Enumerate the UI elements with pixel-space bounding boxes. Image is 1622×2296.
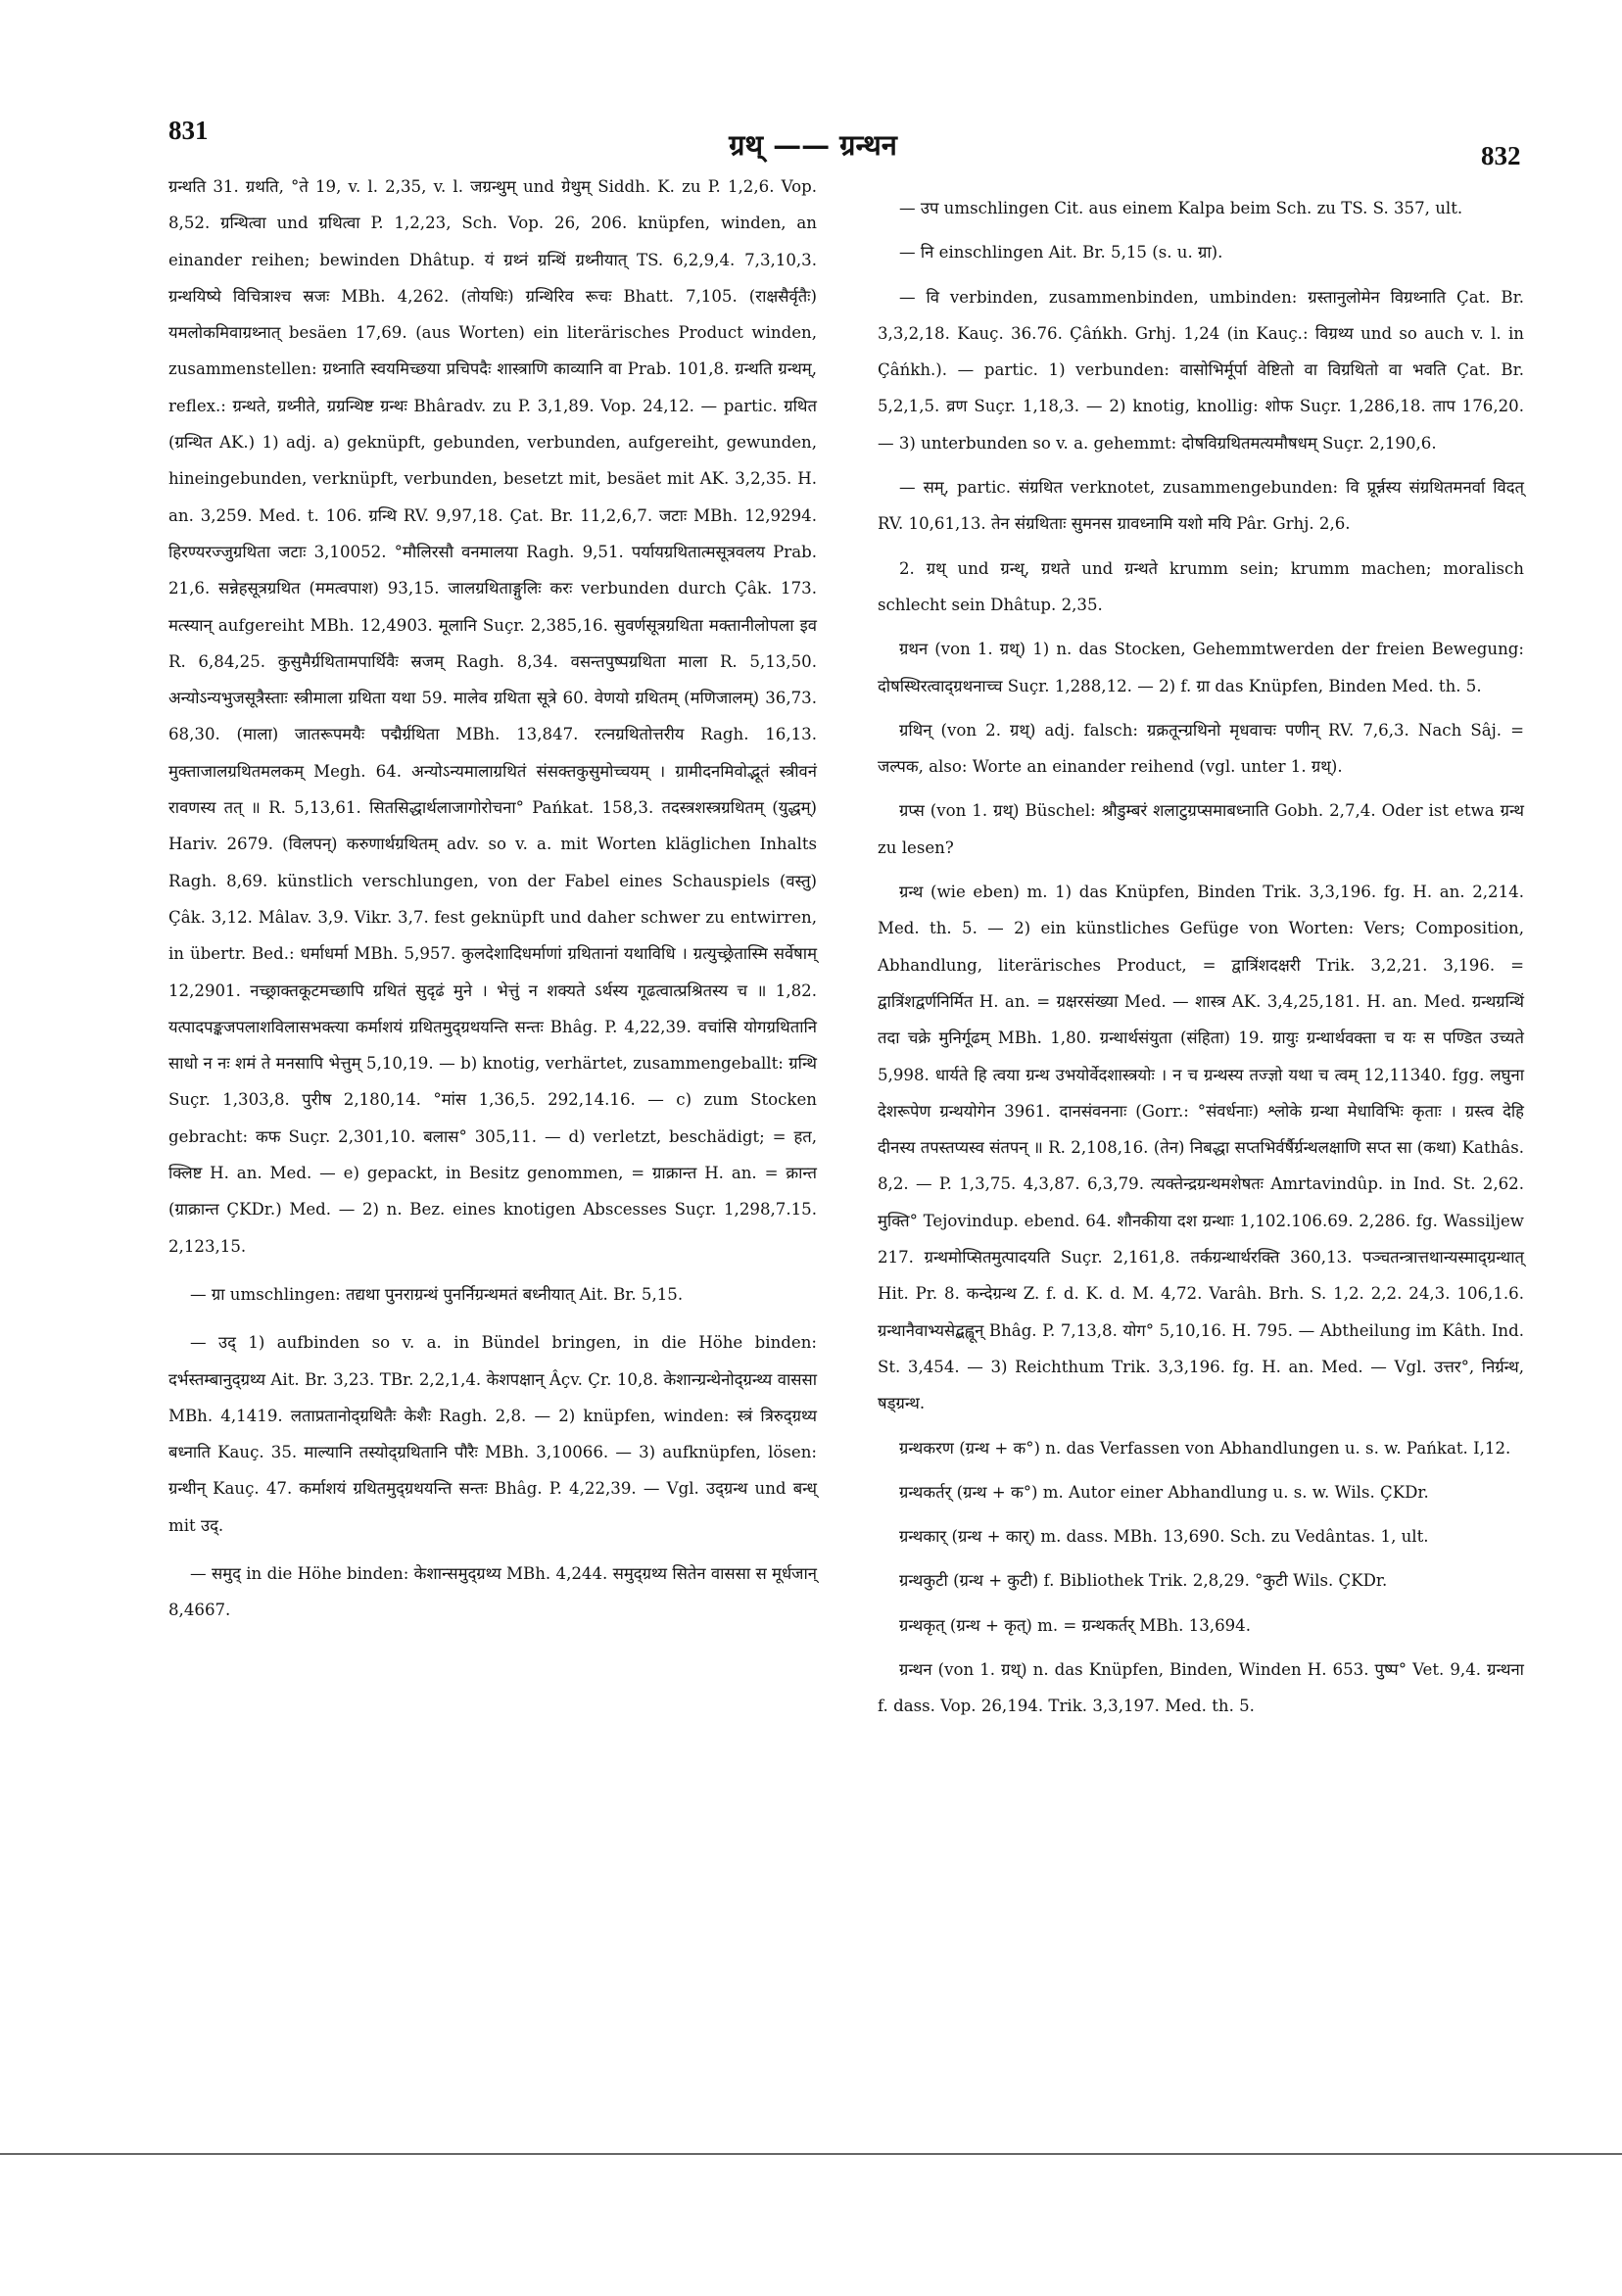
entry-paragraph: 2. ग्रथ् und ग्रन्थ्, ग्रथते und ग्रन्थते krumm sein; krumm machen; moralisch schlecht sein Dhâtup. 2,35.: [878, 558, 1524, 614]
entry-paragraph: ग्रन्थन (von 1. ग्रथ्) n. das Knüpfen, Binden, Winden H. 653. पुष्प° Vet. 9,4. ग्रन्थना f. dass. Vop. 26,194. Trik. 3,3,197. Med. th. 5.: [878, 1659, 1524, 1716]
entry-paragraph: ग्रन्थति 31. ग्रथति, °ते 19, v. l. 2,35, v. l. जग्रन्थुम् und ग्रेथुम् Siddh. K. zu P. 1,2,6. Vop. 8,52. ग्रन्थित्वा und ग्रथित्वा P. 1,2,23, Sch. Vop. 26, 206. knüpfen, winden, an einander reihen; bewinden Dhâtup. यं ग्रथ्नं ग्रन्थिं ग्रथ्नीयात् TS. 6,2,9,4. 7,3,10,3. ग्रन्थयिष्ये विचित्राश्च स्रजः MBh. 4,262. (तोयधिः) ग्रन्थिरिव रूचः Bhatt. 7,105. (राक्षसैर्वृतैः) यमलोकमिवाग्रथ्नात् besäen 17,69. (aus Worten) ein literärisches Product winden, zusammenstellen: ग्रथ्नाति स्वयमिच्छया प्रचिपदैः शास्त्राणि काव्यानि वा Prab. 101,8. ग्रन्थति ग्रन्थम्, reflex.: ग्रन्थते, ग्रथ्नीते, ग्रग्रन्थिष्ट ग्रन्थः Bhâradv. zu P. 3,1,89. Vop. 24,12. — partic. ग्रथित (ग्रन्थित AK.) 1) adj. a) geknüpft, gebunden, verbunden, aufgereiht, gewunden, hineingebunden, verknüpft, verbunden, besetzt mit, besäet mit AK. 3,2,35. H. an. 3,259. Med. t. 106. ग्रन्थि RV. 9,97,18. Çat. Br. 11,2,6,7. जटाः MBh. 12,9294. हिरण्यरज्जुग्रथिता जटाः 3,10052. °मौलिरसौ वनमालया Ragh. 9,51. पर्यायग्रथितात्मसूत्रवलय Prab. 21,6. सन्नेहसूत्रग्रथित (ममत्वपाश) 93,15. जालग्रथिताङ्गुलिः करः verbunden durch Çâk. 173. मत्स्यान् aufgereiht MBh. 12,4903. मूलानि Suçr. 2,385,16. सुवर्णसूत्रग्रथिता मक्तानीलोपला इव R. 6,84,25. कुसुमैर्ग्रथितामपार्थिवैः स्रजम् Ragh. 8,34. वसन्तपुष्पग्रथिता माला R. 5,13,50. अन्योऽन्यभुजसूत्रैस्ताः स्त्रीमाला ग्रथिता यथा 59. मालेव ग्रथिता सूत्रे 60. वेणयो ग्रथितम् (मणिजालम्) 36,73. 68,30. (माला) जातरूपमयैः पद्मैर्ग्रथिता MBh. 13,847. रत्नग्रथितोत्तरीय Ragh. 16,13. मुक्ताजालग्रथितमलकम् Megh. 64. अन्योऽन्यमालाग्रथितं संसक्तकुसुमोच्चयम् । ग्रामीदनमिवोद्भूतं स्त्रीवनं रावणस्य तत् ॥ R. 5,13,61. सितसिद्धार्थलाजागोरोचना° Pańkat. 158,3. तदस्त्रशस्त्रग्रथितम् (युद्धम्) Hariv. 2679. (विलपन्) करुणार्थग्रथितम् adv. so v. a. mit Worten kläglichen Inhalts Ragh. 8,69. künstlich verschlungen, von der Fabel eines Schauspiels (वस्तु) Çâk. 3,12. Mâlav. 3,9. Vikr. 3,7. fest geknüpft und daher schwer zu entwirren, in übertr. Bed.: धर्माधर्मा MBh. 5,957. कुलदेशादिधर्माणां ग्रथितानां यथाविधि । ग्रत्युच्छ्रेतास्मि सर्वेषाम् 12,2901. नच्छ्राक्तकूटमच्छापि ग्रथितं सुदृढं मुने । भेत्तुं न शक्यते ऽर्थस्य गूढत्वात्प्रश्रितस्य च ॥ 1,82. यत्पादपङ्कजपलाशविलासभक्त्या कर्माशयं ग्रथितमुद्ग्रथयन्ति सन्तः Bhâg. P. 4,22,39. वचांसि योगग्रथितानि साधो न नः शमं ते मनसापि भेत्तुम् 5,10,19. — b) knotig, verhärtet, zusammengeballt: ग्रन्थि Suçr. 1,303,8. पुरीष 2,180,14. °मांस 1,36,5. 292,14.16. — c) zum Stocken gebracht: कफ Suçr. 2,301,10. बलास° 305,11. — d) verletzt, beschädigt; = हत, क्लिष्ट H. an. Med. — e) gepackt, in Besitz genommen, = ग्राक्रान्त H. an. = क्रान्त (ग्राक्रान्त ÇKDr.) Med. — 2) n. Bez. eines knotigen Abscesses Suçr. 1,298,7.15. 2,123,15.: [168, 177, 817, 1256]
right-column: [878, 190, 1524, 1733]
bottom-rule: [0, 2153, 1622, 2155]
entry-paragraph: — ग्रा umschlingen: तद्यथा पुनराग्रन्थं पुनर्निग्रन्थमतं बध्नीयात् Ait. Br. 5,15.: [190, 1284, 684, 1304]
entry-paragraph: ग्रथिन् (von 2. ग्रथ्) adj. falsch: ग्रक्रतून्ग्रथिनो मृधवाचः पणीन् RV. 7,6,3. Nach Sâj. = जल्पक, also: Worte an einander reihend (vgl. unter 1. ग्रथ्).: [878, 720, 1524, 777]
page-number-left: 831: [168, 116, 209, 145]
entry-paragraph: ग्रन्थकरण (ग्रन्थ + क°) n. das Verfassen von Abhandlungen u. s. w. Pańkat. I,12.: [899, 1438, 1511, 1458]
entry-paragraph: — समुद् in die Höhe binden: केशान्समुद्ग्रथ्य MBh. 4,244. समुद्ग्रथ्य सितेन वाससा स मूर्धजान् 8,4667.: [168, 1563, 817, 1620]
entry-paragraph: — वि verbinden, zusammenbinden, umbinden: ग्रस्तानुलोमेन विग्रथ्नाति Çat. Br. 3,3,2,18. Kauç. 36.76. Çâńkh. Grhj. 1,24 (in Kauç.: विग्रथ्य und so auch v. l. in Çâńkh.). — partic. 1) verbunden: वासोभिर्मूर्पा वेष्टितो वा विग्रथितो वा भवति Çat. Br. 5,2,1,5. व्रण Suçr. 1,18,3. — 2) knotig, knollig: शोफ Suçr. 1,286,18. ताप 176,20. — 3) unterbunden so v. a. gehemmt: दोषविग्रथितमत्यमौषधम् Suçr. 2,190,6.: [878, 287, 1524, 453]
left-column: [168, 168, 817, 1629]
entry-paragraph: ग्रन्थकार् (ग्रन्थ + कार्) m. dass. MBh. 13,690. Sch. zu Vedântas. 1, ult.: [899, 1527, 1429, 1547]
entry-paragraph: ग्रन्थकर्तर् (ग्रन्थ + क°) m. Autor einer Abhandlung u. s. w. Wils. ÇKDr.: [899, 1482, 1429, 1502]
entry-paragraph: ग्रन्थकृत् (ग्रन्थ + कृत्) m. = ग्रन्थकर्तर् MBh. 13,694.: [899, 1615, 1252, 1635]
running-header: ग्रथ् —— ग्रन्थन: [729, 128, 897, 162]
page-number-right: 832: [1481, 141, 1521, 170]
entry-paragraph: — उप umschlingen Cit. aus einem Kalpa beim Sch. zu TS. S. 357, ult.: [899, 199, 1463, 217]
entry-paragraph: ग्रन्थ (wie eben) m. 1) das Knüpfen, Binden Trik. 3,3,196. fg. H. an. 2,214. Med. th. 5. — 2) ein künstliches Gefüge von Worten: Vers; Composition, Abhandlung, literärisches Product, = द्वात्रिंशदक्षरी Trik. 3,2,21. 3,196. = द्वात्रिंशद्वर्णनिर्मित H. an. = ग्रक्षरसंख्या Med. — शास्त्र AK. 3,4,25,181. H. an. Med. ग्रन्थग्रन्थिं तदा चक्रे मुनिर्गूढम् MBh. 1,80. ग्रन्थार्थसंयुता (संहिता) 19. ग्रायुः ग्रन्थार्थवक्ता च यः स पण्डित उच्यते 5,998. धार्यते हि त्वया ग्रन्थ उभयोर्वेदशास्त्रयोः । न च ग्रन्थस्य तज्ज्ञो यथा च त्वम् 12,11340. fgg. लघुना देशरूपेण ग्रन्थयोगेन 3961. दानसंवननाः (Gorr.: °संवर्धनाः) श्लोके ग्रन्था मेधाविभिः कृताः । ग्रस्त्व देहि दीनस्य तपस्तप्यस्व संतपन् ॥ R. 2,108,16. (तेन) निबद्धा सप्तभिर्वर्षैर्ग्रन्थलक्षाणि सप्त सा (कथा) Kathâs. 8,2. — P. 1,3,75. 4,3,87. 6,3,79. त्यक्तेन्द्रग्रन्थमशेषतः Amrtavindûp. in Ind. St. 2,62. मुक्ति° Tejovindup. ebend. 64. शौनकीया दश ग्रन्थाः 1,102.106.69. 2,286. fg. Wassiljew 217. ग्रन्थमोप्सितमुत्पादयति Suçr. 2,161,8. तर्कग्रन्थार्थरक्ति 360,13. पञ्चतन्त्रात्तथान्यस्माद्ग्रन्थात् Hit. Pr. 8. कन्देग्रन्थ Z. f. d. K. d. M. 4,72. Varâh. Brh. S. 1,2. 2,2. 24,3. 106,1.6. ग्रन्थानैवाभ्यसेद्बह्वून् Bhâg. P. 7,13,8. योग° 5,10,16. H. 795. — Abtheilung im Kâth. Ind. St. 3,454. — 3) Reichthum Trik. 3,3,196. fg. H. an. Med. — Vgl. उत्तर°, निर्ग्रन्थ, षड्ग्रन्थ.: [878, 883, 1524, 1413]
entry-paragraph: ग्रथन (von 1. ग्रथ्) 1) n. das Stocken, Gehemmtwerden der freien Bewegung: दोषस्थिरत्वाद्ग्रथनाच्च Suçr. 1,288,12. — 2) f. ग्रा das Knüpfen, Binden Med. th. 5.: [878, 640, 1524, 695]
entry-paragraph: ग्रप्स (von 1. ग्रथ्) Büschel: श्रौडुम्बरं शलाटुग्रप्समाबध्नाति Gobh. 2,7,4. Oder ist etwa ग्रन्थ zu lesen?: [878, 801, 1524, 857]
entry-paragraph: ग्रन्थकुटी (ग्रन्थ + कुटी) f. Bibliothek Trik. 2,8,29. °कुटी Wils. ÇKDr.: [899, 1571, 1388, 1591]
entry-paragraph: — नि einschlingen Ait. Br. 5,15 (s. u. ग्रा).: [899, 243, 1223, 263]
entry-paragraph: — सम्, partic. संग्रथित verknotet, zusammengebunden: वि प्रूर्न्नस्य संग्रथितमनर्वा विदत् RV. 10,61,13. तेन संग्रथिताः सुमनस ग्रावध्नामि यशो मयि Pâr. Grhj. 2,6.: [878, 478, 1524, 534]
entry-paragraph: — उद् 1) aufbinden so v. a. in Bündel bringen, in die Höhe binden: दर्भस्तम्बानुद्ग्रथ्य Ait. Br. 3,23. TBr. 2,2,1,4. केशपक्षान् Âçv. Çr. 10,8. केशान्ग्रन्थेनोद्ग्रन्थ्य वाससा MBh. 4,1419. लताप्रतानोद्ग्रथितैः केशैः Ragh. 2,8. — 2) knüpfen, winden: स्त्रं त्रिरुद्ग्रथ्य बध्नाति Kauç. 35. माल्यानि तस्योद्ग्रथितानि पौरैः MBh. 3,10066. — 3) aufknüpfen, lösen: ग्रन्थीन् Kauç. 47. कर्माशयं ग्रथितमुद्ग्रथयन्ति सन्तः Bhâg. P. 4,22,39. — Vgl. उद्ग्रन्थ und बन्ध् mit उद्.: [168, 1333, 817, 1535]
